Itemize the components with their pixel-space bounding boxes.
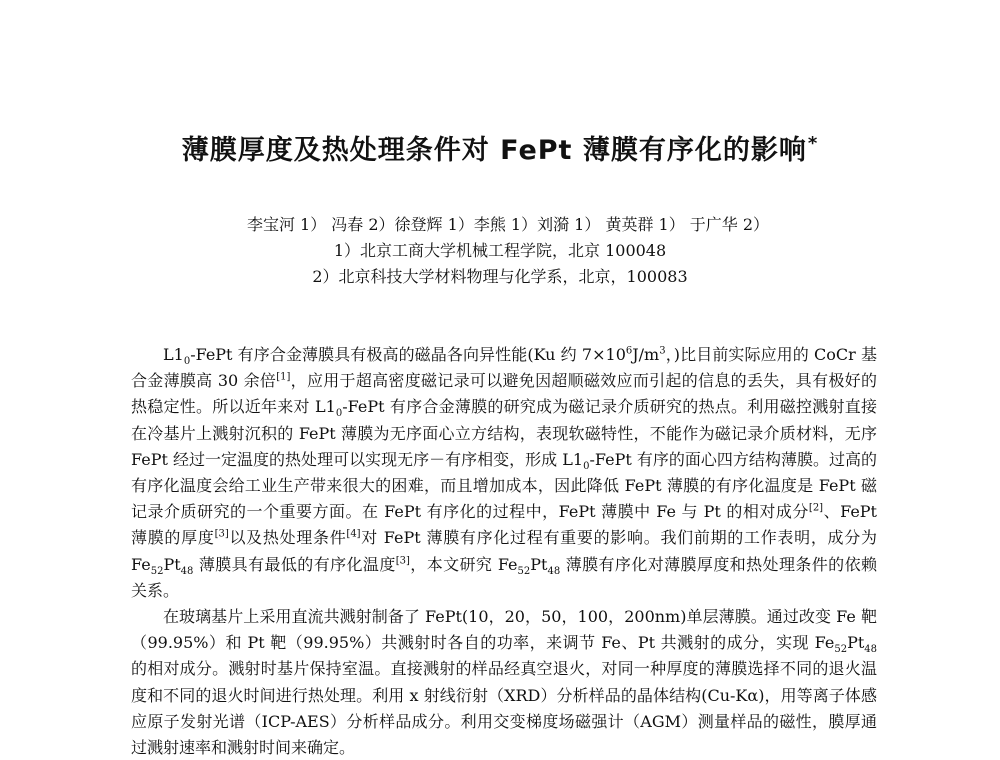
superscript: 6 — [625, 345, 633, 357]
text-run: -FePt 有序合金薄膜具有极高的磁晶各向异性能(Ku 约 7×10 — [190, 345, 626, 364]
paper-body — [131, 342, 877, 760]
text-run: Pt — [847, 633, 865, 653]
text-run: J/m — [632, 345, 660, 364]
text-run: L1 — [163, 345, 184, 364]
affiliation-2: 2）北京科技大学材料物理与化学系，北京，100083 — [312, 267, 688, 286]
paper-title — [0, 128, 1000, 167]
text-run: 在玻璃基片上采用直流共溅射制备了 FePt(10，20，50，100，200nm)单层薄膜。通过改变 Fe 靶（99.95%）和 Pt 靶（99.95%）共溅射时各自的功率，来调节 Fe、Pt 共溅射的成分，实现 Fe — [131, 607, 877, 653]
superscript: [3] — [395, 555, 410, 567]
subscript: 52 — [150, 565, 164, 577]
subscript: 48 — [547, 565, 561, 577]
text-run: Pt — [163, 554, 181, 574]
text-run: Pt — [530, 554, 548, 574]
text-run: 对 FePt 薄膜有序化过程有重要的影响。我们前期的工作表明，成分为 Fe — [131, 528, 877, 574]
subscript: 52 — [517, 565, 531, 577]
text-run: 、FePt 薄膜的厚度 — [131, 502, 877, 548]
author-list: 李宝河 1） 冯春 2）徐登辉 1）李熊 1）刘漪 1） 黄英群 1） 于广华 2） — [246, 215, 770, 234]
subscript: 0 — [583, 461, 590, 472]
superscript: 3 — [659, 345, 666, 357]
subscript: 0 — [335, 408, 343, 420]
body-paragraph-2 — [131, 604, 877, 760]
text-run: ，应用于超高密度磁记录可以避免因超顺磁效应而引起的信息的丢失，具有极好的热稳定性。所以近年来对 L1 — [131, 371, 877, 417]
superscript: [1] — [276, 371, 291, 383]
subscript: 48 — [180, 565, 194, 577]
text-run: 以及热处理条件 — [228, 528, 347, 548]
subscript: 0 — [183, 356, 191, 368]
text-run: -FePt 有序合金薄膜的研究成为磁记录介质研究的热点。利用磁控溅射直接在冷基片上溅射沉积的 FePt 薄膜为无序面心立方结构，表现软磁特性，不能作为磁记录介质材料，无序 FePt 经过一定温度的热处理可以实现无序－有序相变，形成 L1 — [131, 397, 877, 469]
subscript: 48 — [864, 644, 877, 656]
text-run: 薄膜具有最低的有序化温度 — [193, 554, 396, 574]
author-block — [0, 212, 1000, 290]
text-run: ，本文研究 Fe — [409, 554, 518, 574]
body-paragraph-1 — [131, 342, 877, 604]
superscript: [2] — [808, 502, 824, 514]
title-text: 薄膜厚度及热处理条件对 FePt 薄膜有序化的影响 — [181, 135, 807, 166]
superscript: [3] — [214, 529, 229, 541]
text-run: -FePt 有序的面心四方结构薄膜。过高的有序化温度会给工业生产带来很大的困难，而且增加成本，因此降低 FePt 薄膜的有序化温度是 FePt 磁记录介质研究的一个重要方面。在 FePt 有序化的过程中，FePt 薄膜中 Fe 与 Pt 的相对成分 — [131, 449, 877, 522]
affiliation-1: 1）北京工商大学机械工程学院，北京 100048 — [333, 241, 667, 260]
text-run: 的相对成分。溅射时基片保持室温。直接溅射的样品经真空退火，对同一种厚度的薄膜选择不同的退火温度和不同的退火时间进行热处理。利用 x 射线衍射（XRD）分析样品的晶体结构(Cu-Kα)，用等离子体感应原子发射光谱（ICP-AES）分析样品成分。利用交变梯度场磁强计（AGM）测量样品的磁性，膜厚通过溅射速率和溅射时间来确定。 — [131, 659, 877, 758]
superscript: [4] — [346, 529, 361, 541]
text-run: ，)比目前实际应用的 CoCr 基合金薄膜高 30 余倍 — [131, 345, 877, 391]
title-footnote-mark: * — [807, 133, 819, 154]
text-run: 薄膜有序化对薄膜厚度和热处理条件的依赖关系。 — [131, 554, 877, 600]
subscript: 52 — [834, 644, 848, 656]
